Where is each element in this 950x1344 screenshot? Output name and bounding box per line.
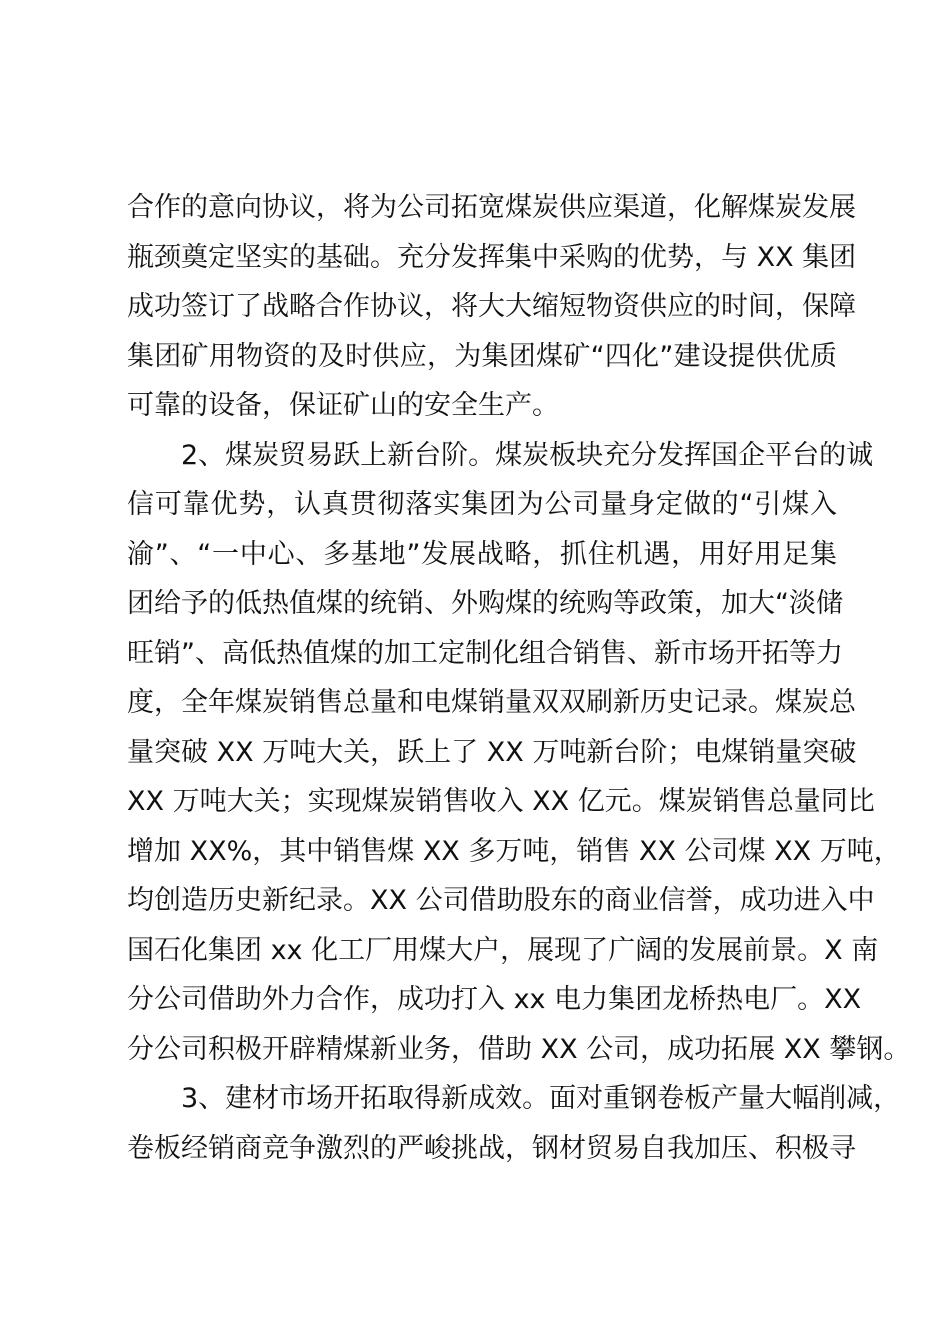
text-line: 信可靠优势，认真贯彻落实集团为公司量身定做的“引煤入 xyxy=(127,489,837,520)
text-line: 2、煤炭贸易跃上新台阶。煤炭板块充分发挥国企平台的诚 xyxy=(181,439,874,471)
text-line: XX 万吨大关；实现煤炭销售收入 XX 亿元。煤炭销售总量同比 xyxy=(127,786,875,817)
text-line: 度，全年煤炭销售总量和电煤销量双双刷新历史记录。煤炭总 xyxy=(127,687,856,718)
text-line: 成功签订了战略合作协议，将大大缩短物资供应的时间，保障 xyxy=(127,291,856,322)
text-line: 可靠的设备，保证矿山的安全生产。 xyxy=(127,390,559,421)
document-body xyxy=(127,183,911,1173)
text-line: 分公司积极开辟精煤新业务，借助 XX 公司，成功拓展 XX 攀钢。 xyxy=(127,1033,911,1065)
text-line: 卷板经销商竞争激烈的严峻挑战，钢材贸易自我加压、积极寻 xyxy=(127,1132,856,1164)
paragraph-1 xyxy=(127,183,857,431)
text-line: 均创造历史新纪录。XX 公司借助股东的商业信誉，成功进入中 xyxy=(127,885,875,916)
text-line: 瓶颈奠定坚实的基础。充分发挥集中采购的优势，与 XX 集团 xyxy=(127,241,857,273)
paragraph-2 xyxy=(127,431,911,1075)
paragraph-3 xyxy=(127,1074,901,1173)
text-line: 合作的意向协议，将为公司拓宽煤炭供应渠道，化解煤炭发展 xyxy=(127,192,856,223)
text-line: 国石化集团 xx 化工厂用煤大户，展现了广阔的发展前景。X 南 xyxy=(127,934,879,966)
text-line: 团给予的低热值煤的统销、外购煤的统购等政策，加大“淡储 xyxy=(127,588,843,619)
text-line: 增加 XX%，其中销售煤 XX 多万吨，销售 XX 公司煤 XX 万吨， xyxy=(127,835,901,867)
text-line: 分公司借助外力合作，成功打入 xx 电力集团龙桥热电厂。XX xyxy=(127,984,862,1015)
text-line: 量突破 XX 万吨大关，跃上了 XX 万吨新台阶；电煤销量突破 xyxy=(127,736,857,768)
text-line: 集团矿用物资的及时供应，为集团煤矿“四化”建设提供优质 xyxy=(127,340,837,372)
text-line: 3、建材市场开拓取得新成效。面对重钢卷板产量大幅削减， xyxy=(181,1083,901,1114)
text-line: 渝”、“一中心、多基地”发展战略，抓住机遇，用好用足集 xyxy=(127,538,837,570)
text-line: 旺销”、高低热值煤的加工定制化组合销售、新市场开拓等力 xyxy=(127,637,843,669)
